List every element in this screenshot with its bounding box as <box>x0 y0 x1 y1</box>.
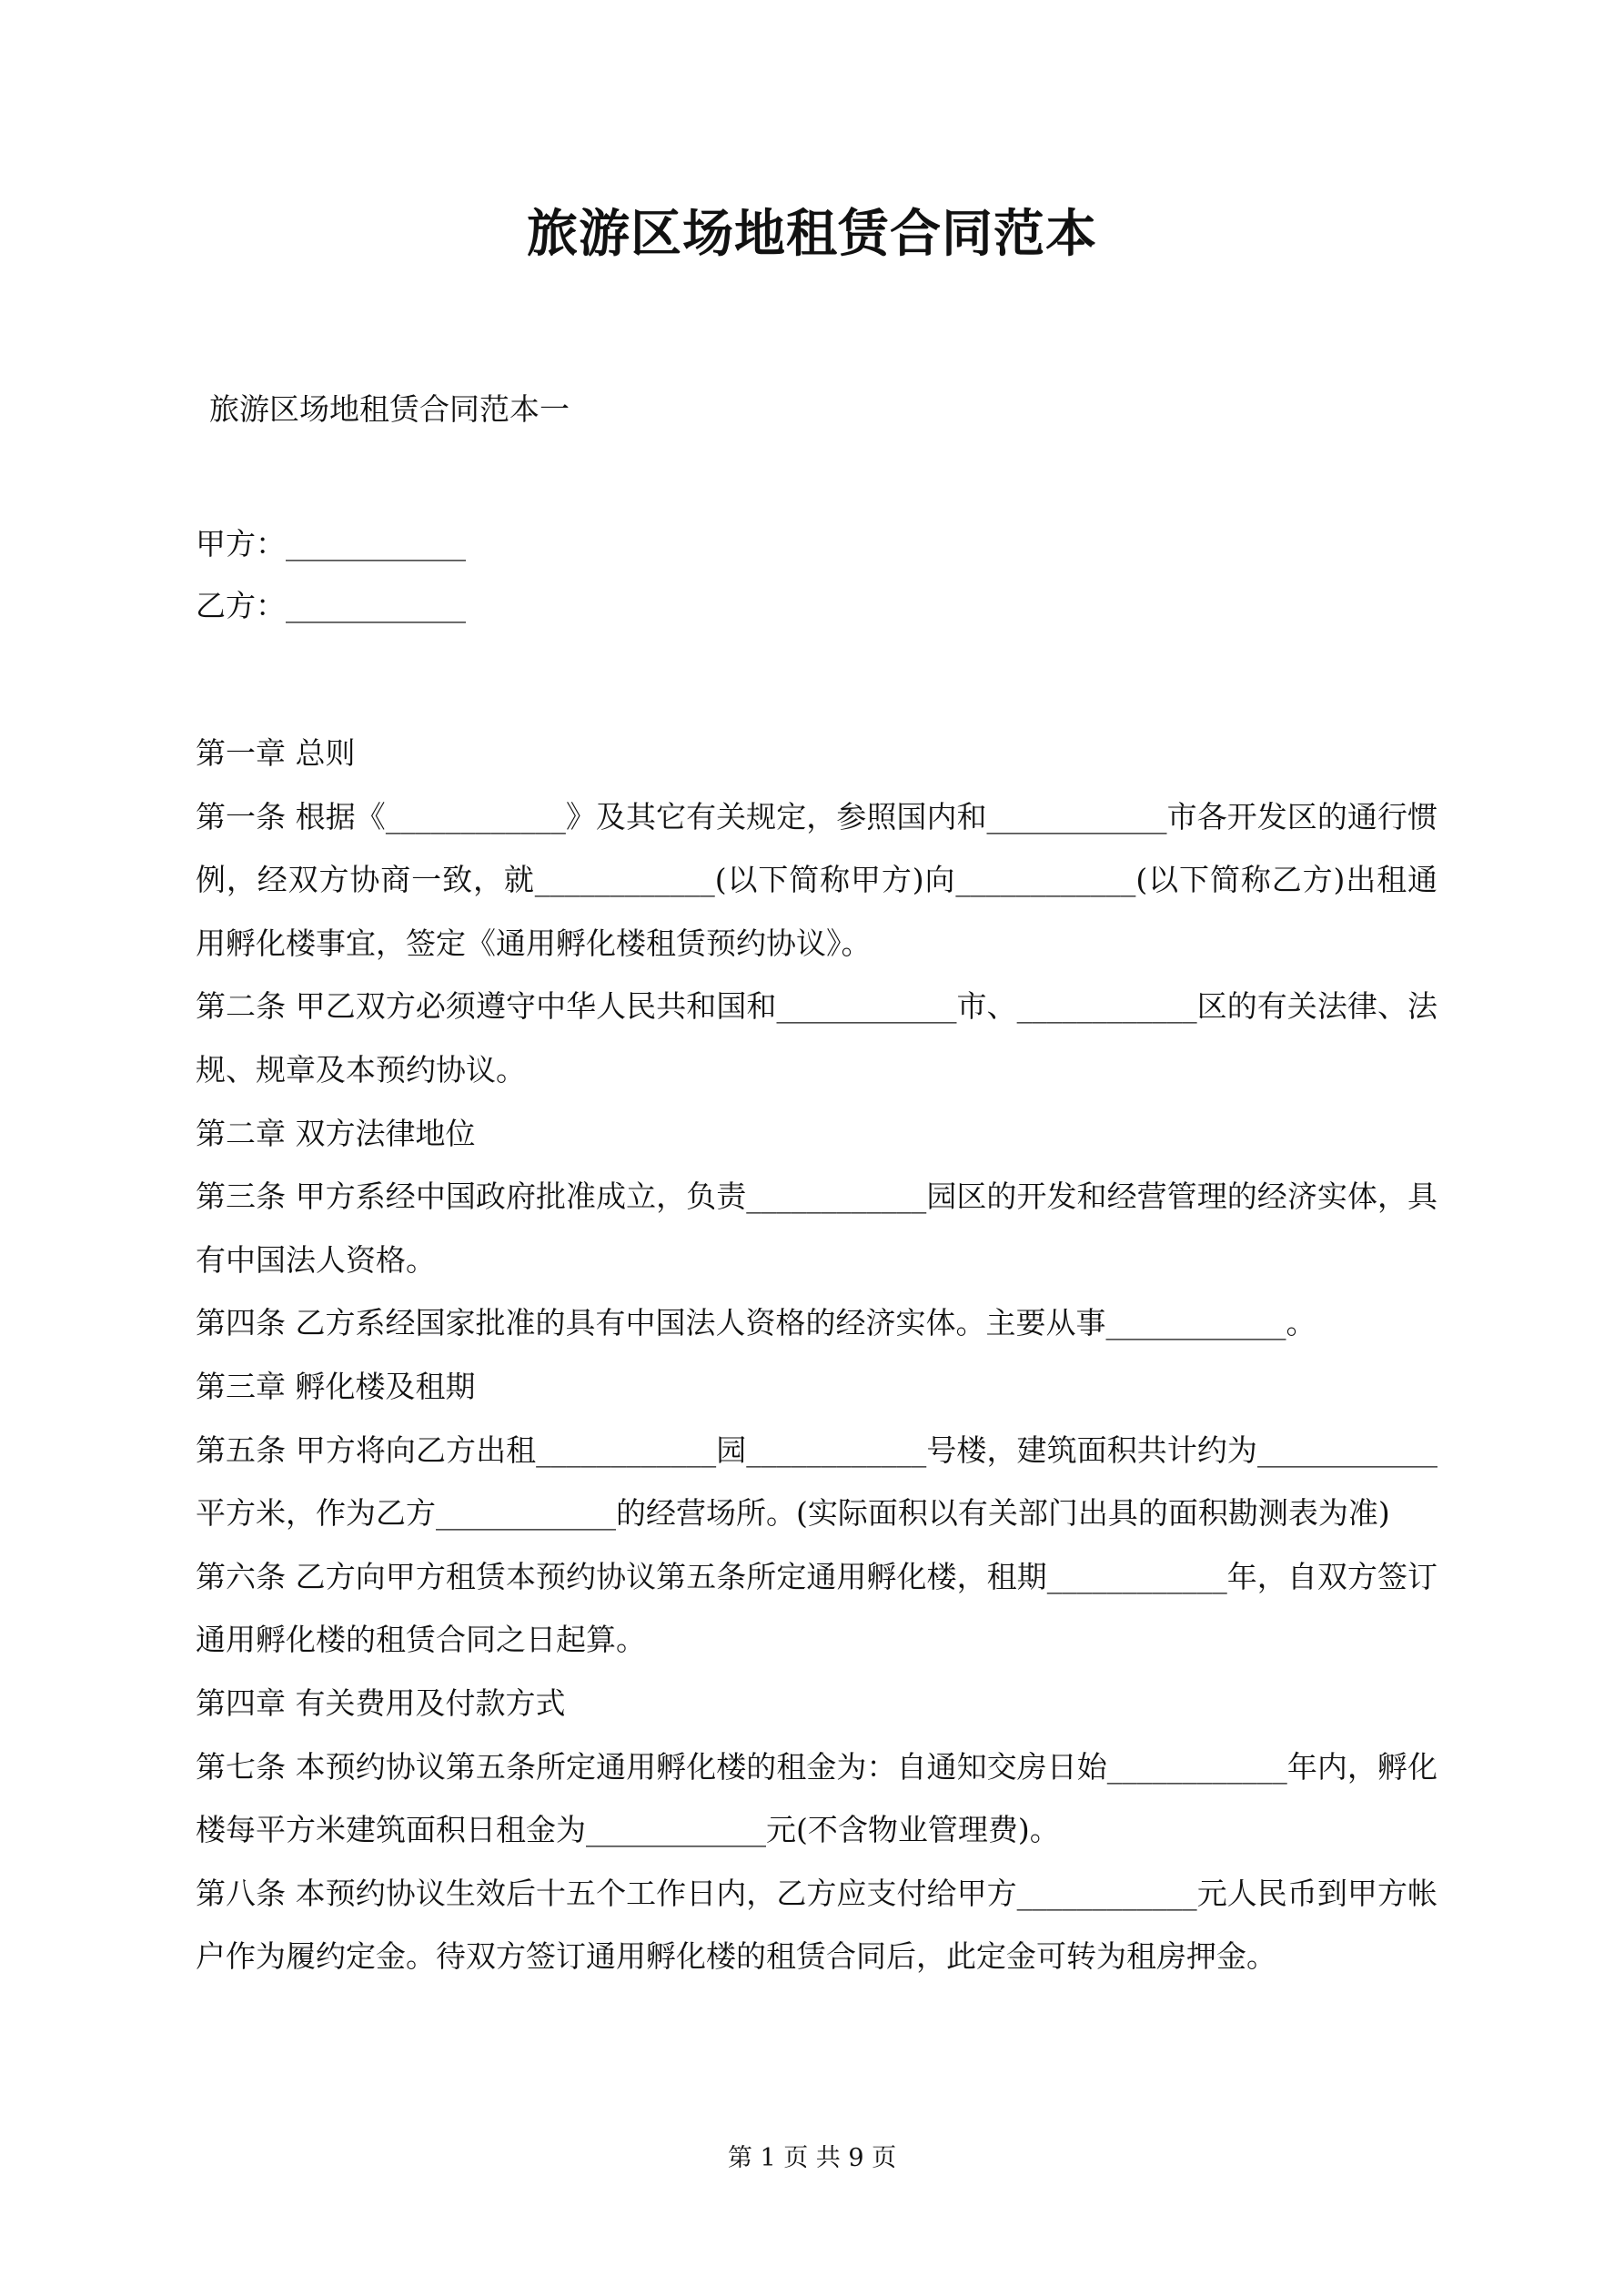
article-7: 第七条 本预约协议第五条所定通用孵化楼的租金为：自通知交房日始____________年内，孵化楼每平方米建筑面积日租金为____________元(不含物业管理费)。 <box>196 1748 1437 1848</box>
article-3: 第三条 甲方系经中国政府批准成立，负责____________园区的开发和经营管理的经济实体，具有中国法人资格。 <box>196 1178 1437 1278</box>
article-2: 第二条 甲乙双方必须遵守中华人民共和国和____________市、____________区的有关法律、法规、规章及本预约协议。 <box>196 988 1437 1087</box>
chapter-3-heading: 第三章 孵化楼及租期 <box>196 1368 476 1404</box>
party-b-line: 乙方：____________ <box>196 588 466 623</box>
document-title: 旅游区场地租赁合同范本 <box>527 204 1097 264</box>
article-6: 第六条 乙方向甲方租赁本预约协议第五条所定通用孵化楼，租期____________年，自双方签订通用孵化楼的租赁合同之日起算。 <box>196 1558 1437 1658</box>
article-1: 第一条 根据《____________》及其它有关规定，参照国内和____________市各开发区的通行惯例，经双方协商一致，就____________(以下简称甲方)向____________(以下简称乙方)出租通用孵化楼事宜，签定《通用孵化楼租赁预约协议》。 <box>196 798 1437 961</box>
article-8: 第八条 本预约协议生效后十五个工作日内，乙方应支付给甲方____________元人民币到甲方帐户作为履约定金。待双方签订通用孵化楼的租赁合同后，此定金可转为租房押金。 <box>196 1875 1437 1975</box>
party-a-line: 甲方：____________ <box>196 526 466 561</box>
chapter-2-heading: 第二章 双方法律地位 <box>196 1115 476 1151</box>
article-4: 第四条 乙方系经国家批准的具有中国法人资格的经济实体。主要从事____________。 <box>196 1305 1316 1341</box>
party-block <box>196 513 466 637</box>
chapter-1-heading: 第一章 总则 <box>196 735 356 771</box>
contract-body <box>196 722 1437 1988</box>
page-number-footer: 第 1 页 共 9 页 <box>727 2144 897 2172</box>
document-subtitle: 旅游区场地租赁合同范本一 <box>209 391 570 427</box>
article-5: 第五条 甲方将向乙方出租____________园____________号楼，建筑面积共计约为____________平方米，作为乙方____________的经营场所。(实际面积以有关部门出具的面积勘测表为准) <box>196 1431 1437 1532</box>
chapter-4-heading: 第四章 有关费用及付款方式 <box>196 1684 566 1721</box>
